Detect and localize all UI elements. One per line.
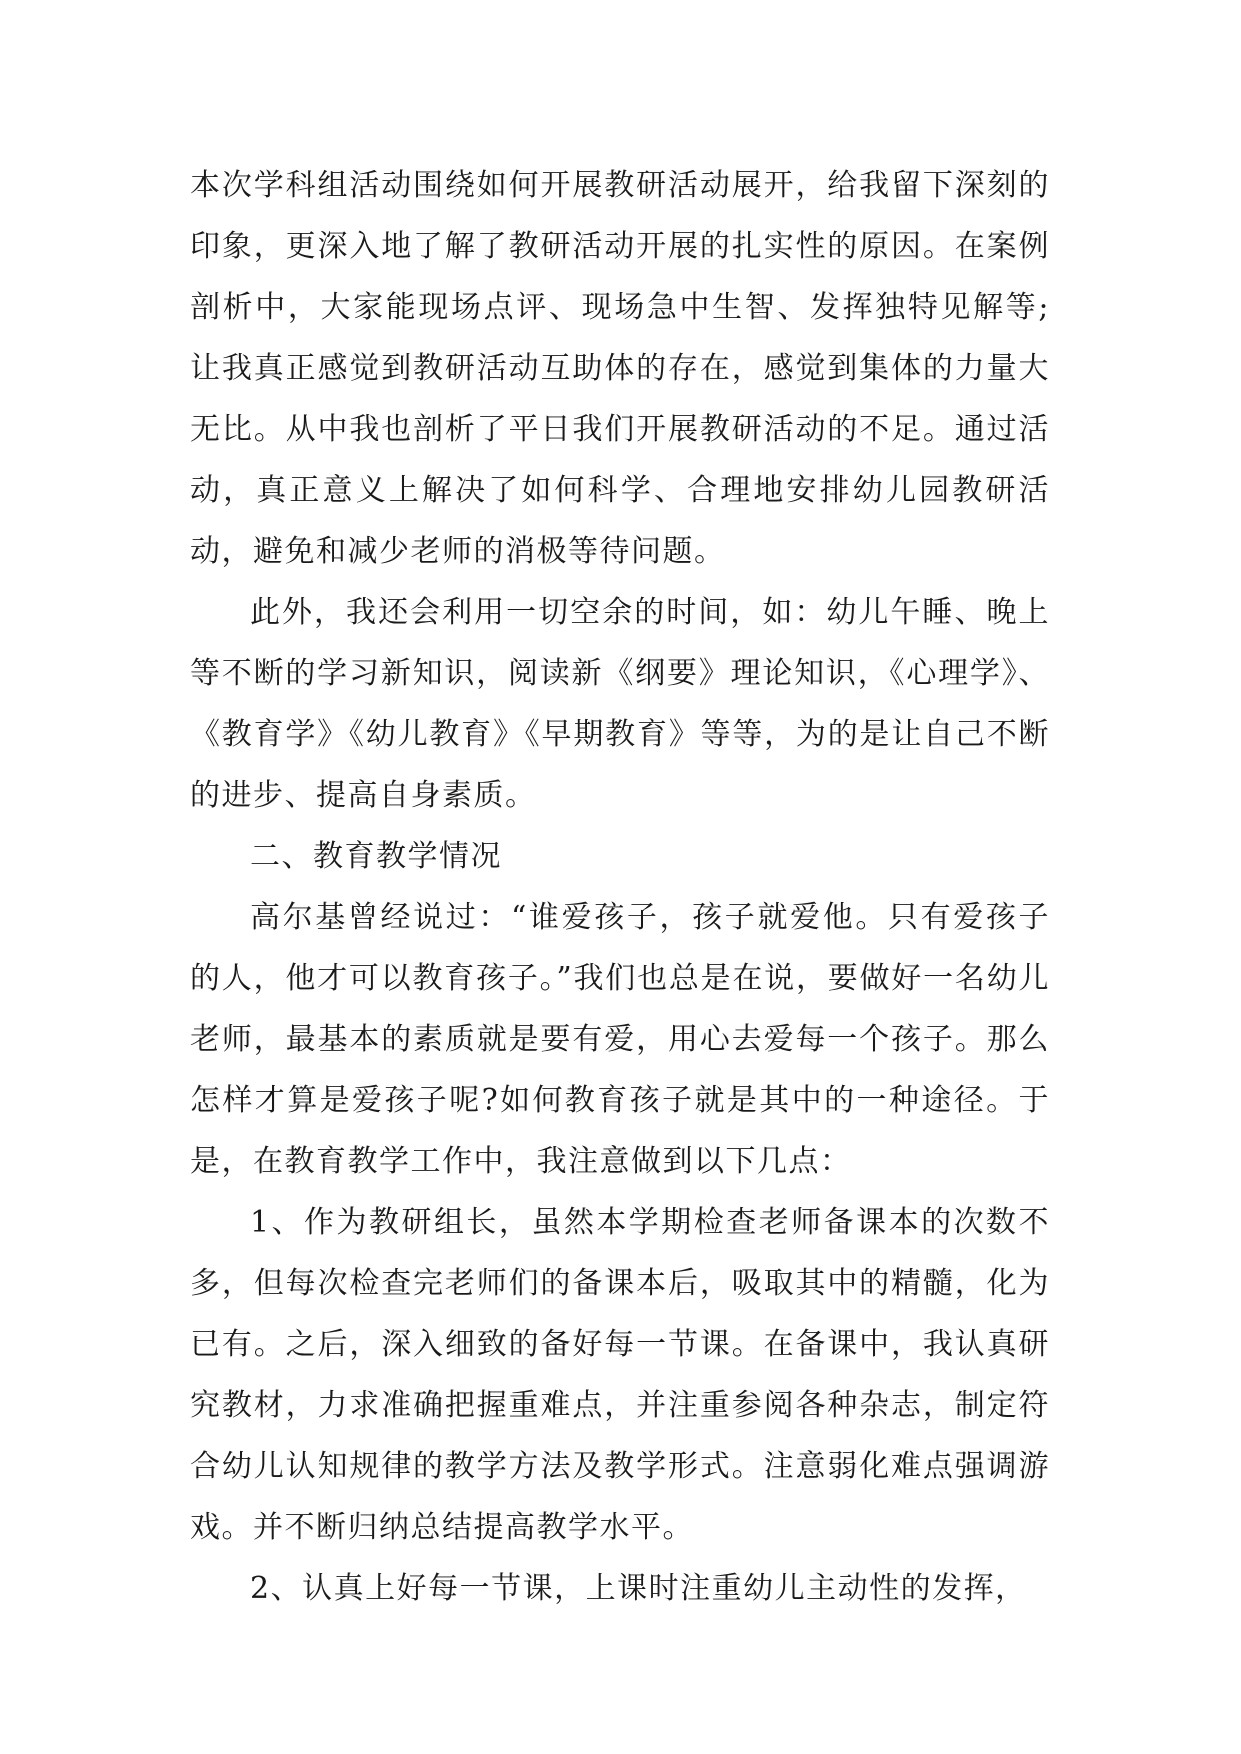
section-heading-teaching: 二、教育教学情况: [250, 839, 502, 874]
paragraph-activity-reflection: 本次学科组活动围绕如何开展教研活动展开，给我留下深刻的印象，更深入地了解了教研活动开展的扎实性的原因。在案例剖析中，大家能现场点评、现场急中生智、发挥独特见解等;让我真正感觉到教研活动互助体的存在，感觉到集体的力量大无比。从中我也剖析了平日我们开展教研活动的不足。通过活动，真正意义上解决了如何科学、合理地安排幼儿园教研活动，避免和减少老师的消极等待问题。: [190, 168, 1050, 569]
paragraph-gorky-quote: 高尔基曾经说过：“谁爱孩子，孩子就爱他。只有爱孩子的人，他才可以教育孩子。”我们也总是在说，要做好一名幼儿老师，最基本的素质就是要有爱，用心去爱每一个孩子。那么怎样才算是爱孩子呢?如何教育孩子就是其中的一种途径。于是，在教育教学工作中，我注意做到以下几点：: [190, 900, 1050, 1179]
paragraph-point-1: 1、作为教研组长，虽然本学期检查老师备课本的次数不多，但每次检查完老师们的备课本后，吸取其中的精髓，化为已有。之后，深入细致的备好每一节课。在备课中，我认真研究教材，力求准确把握重难点，并注重参阅各种杂志，制定符合幼儿认知规律的教学方法及教学形式。注意弱化难点强调游戏。并不断归纳总结提高教学水平。: [190, 1205, 1050, 1545]
paragraph-self-study: 此外，我还会利用一切空余的时间，如：幼儿午睡、晚上等不断的学习新知识，阅读新《纲要》理论知识，《心理学》、《教育学》《幼儿教育》《早期教育》等等，为的是让自己不断的进步、提高自身素质。: [190, 595, 1050, 813]
paragraph-point-2: 2、认真上好每一节课，上课时注重幼儿主动性的发挥，: [250, 1571, 1027, 1606]
document-body: [190, 155, 1050, 1619]
